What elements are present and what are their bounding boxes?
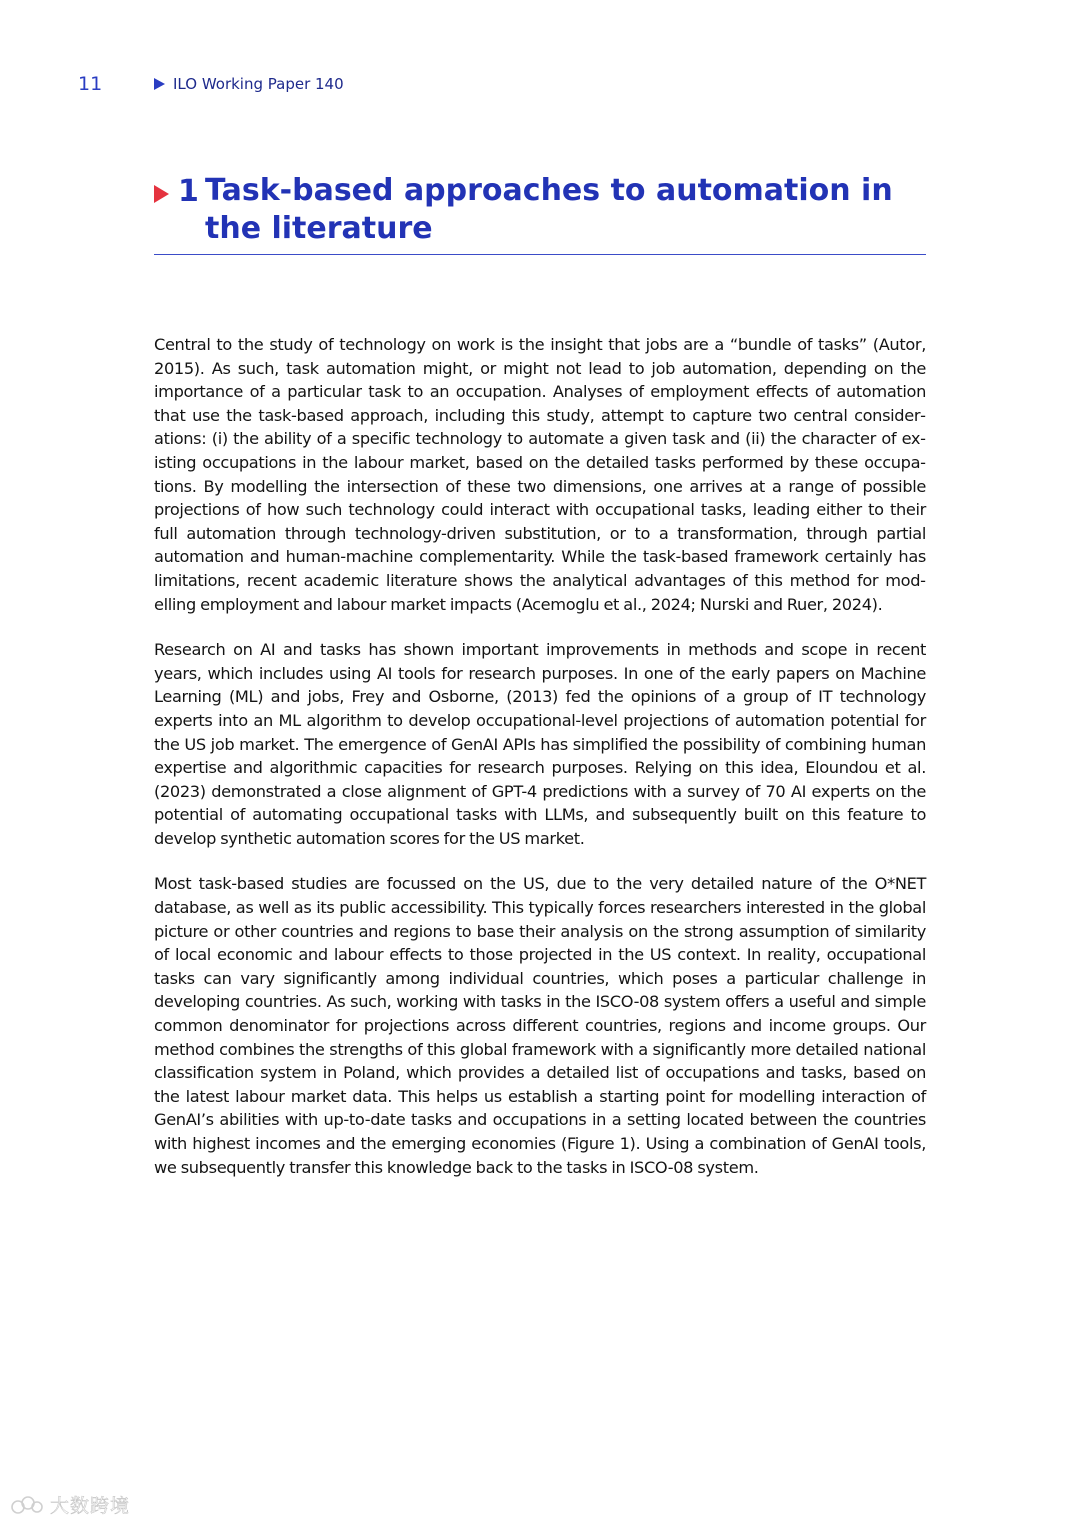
paragraph-3: Most task-based studies are focussed on the US, due to the very detailed nature of the O*NET database, as well as its public accessibility. This typically forces researchers interested in the global picture or other countries and regions to base their analysis on the strong assumption of similarity of local economic and labour effects to those projected in the US context. In reality, occupational tasks can vary significantly among individual countries, which poses a particular challenge in developing countries. As such, working with tasks in the ISCO-08 system offers a useful and simple common denominator for projections across different countries, regions and income groups. Our method combines the strengths of this global framework with a significantly more detailed national classification system in Poland, which provides a detailed list of occupations and tasks, based on the latest labour market data. This helps us establish a starting point for modelling interaction of GenAI’s abilities with up-to-date tasks and occupations in a setting located between the countries with highest incomes and the emerging economies (Figure 1). Using a combination of GenAI tools, we subsequently transfer this knowledge back to the tasks in ISCO-08 system. xyxy=(154,874,926,1177)
triangle-marker-icon xyxy=(154,185,169,203)
paragraph-2: Research on AI and tasks has shown important improvements in methods and scope in recent years, which includes using AI tools for research purposes. In one of the early papers on Machine Learning (ML) and jobs, Frey and Osborne, (2013) fed the opinions of a group of IT technology experts into an ML algorithm to develop occupational-level projections of automation potential for the US job market. The emergence of GenAI APIs has simplified the possibility of combining human expertise and algorithmic capacities for research purposes. Relying on this idea, Eloundou et al. (2023) demonstrated a close alignment of GPT-4 predictions with a survey of 70 AI experts on the potential of automating occupational tasks with LLMs, and subsequently built on this feature to develop synthetic automation scores for the US market. xyxy=(154,640,926,848)
page-number: 11 xyxy=(78,73,103,95)
paragraph-1: Central to the study of technology on work is the insight that jobs are a “bundle of tasks” (Autor, 2015). As such, task automation might, or might not lead to job automation, depending on the importance of a particular task to an occupation. Analyses of employment effects of automation that use the task-based approach, including this study, attempt to capture two central considerations: (i) the ability of a specific technology to automate a given task and (ii) the character of existing occupations in the labour market, based on the detailed tasks performed by these occupations. By modelling the intersection of these two dimensions, one arrives at a range of possible projections of how such technology could interact with occupational tasks, leading either to their full automation through technology-driven substitution, or to a transformation, through partial automation and human-machine complementarity. While the task-based framework certainly has limitations, recent academic literature shows the analytical advantages of this method for modelling employment and labour market impacts (Acemoglu et al., 2024; Nurski and Ruer, 2024). xyxy=(154,335,926,614)
triangle-bullet-icon xyxy=(154,78,165,90)
page-header xyxy=(78,72,1002,98)
body-text xyxy=(154,333,926,1201)
watermark-logo-icon xyxy=(10,1495,44,1515)
running-title xyxy=(154,72,344,96)
watermark-text: 大数跨境 xyxy=(50,1495,131,1517)
running-title-text: ILO Working Paper 140 xyxy=(173,75,344,93)
chapter-title: Task-based approaches to automation in the literature xyxy=(205,173,893,246)
watermark xyxy=(10,1491,130,1518)
chapter-number: 1 xyxy=(178,174,199,209)
chapter-heading xyxy=(154,172,926,255)
